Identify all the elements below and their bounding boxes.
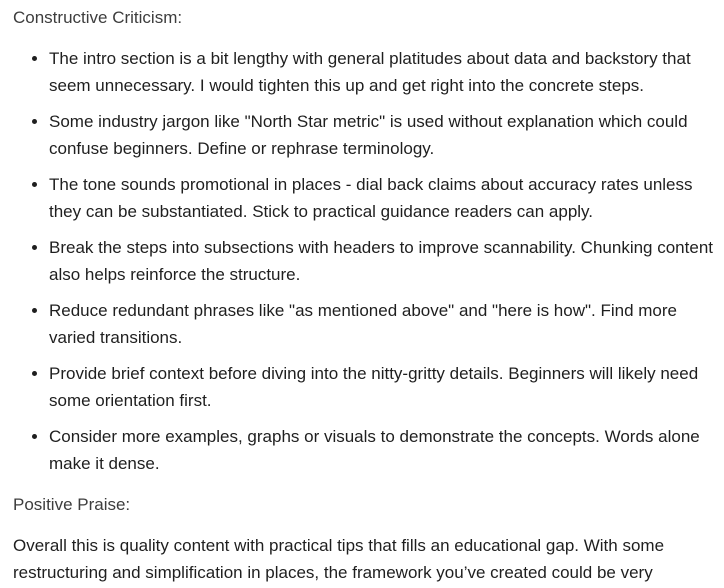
list-item: • Some industry jargon like "North Star metric" is used without explanation which could confuse beginners. Define or rephrase terminology. bbox=[49, 108, 716, 162]
list-item: • The intro section is a bit lengthy with general platitudes about data and backstory that seem unnecessary. I would tighten this up and get right into the concrete steps. bbox=[49, 45, 716, 99]
praise-paragraph: Overall this is quality content with practical tips that fills an educational gap. With some restructuring and simplification in places, the framework you’ve created could be very bbox=[13, 536, 665, 582]
list-item: • Provide brief context before diving into the nitty-gritty details. Beginners will likely need some orientation first. bbox=[49, 360, 716, 414]
praise-heading: Positive Praise: bbox=[13, 495, 131, 514]
list-item: • Reduce redundant phrases like "as mentioned above" and "here is how". Find more varied transitions. bbox=[49, 297, 716, 351]
criticism-list bbox=[13, 45, 716, 477]
criticism-heading: Constructive Criticism: bbox=[13, 8, 183, 27]
list-item: • The tone sounds promotional in places - dial back claims about accuracy rates unless they can be substantiated. Stick to practical guidance readers can apply. bbox=[49, 171, 716, 225]
list-item: • Consider more examples, graphs or visuals to demonstrate the concepts. Words alone make it dense. bbox=[49, 423, 716, 477]
list-item: • Break the steps into subsections with headers to improve scannability. Chunking content also helps reinforce the structure. bbox=[49, 234, 716, 288]
